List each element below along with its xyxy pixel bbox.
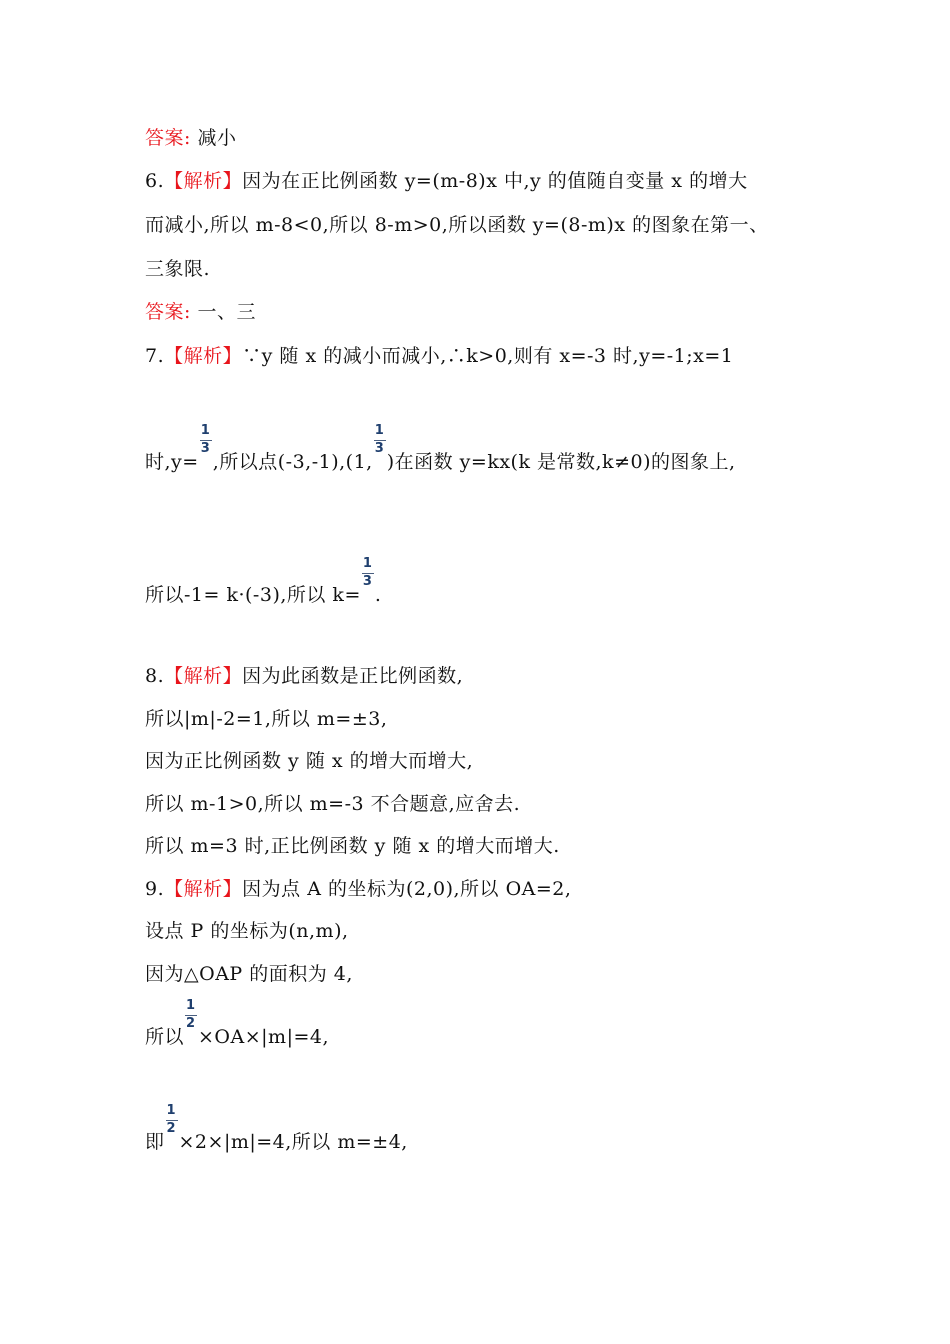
- solution-6-line-2: [145, 213, 769, 237]
- analysis-tag: 【解析】: [164, 665, 243, 687]
- analysis-tag: 【解析】: [164, 345, 243, 367]
- solution-text: 因为在正比例函数 y=(m-8)x 中,y 的值随自变量 x 的增大: [242, 170, 748, 192]
- fraction-numerator: 1: [200, 423, 211, 438]
- solution-text: .: [374, 584, 382, 606]
- solution-6-line-3: [145, 257, 210, 281]
- analysis-tag: 【解析】: [164, 170, 243, 192]
- fraction-denominator: 3: [200, 441, 211, 456]
- solution-text: 因为此函数是正比例函数,: [242, 665, 464, 687]
- solution-text: 因为点 A 的坐标为(2,0),所以 OA=2,: [242, 878, 572, 900]
- solution-text: 所以 m=3 时,正比例函数 y 随 x 的增大而增大.: [145, 835, 560, 857]
- solution-text: 所以-1= k·(-3),所以 k=: [145, 584, 361, 606]
- answer-label: 答案:: [145, 301, 191, 323]
- solution-text: ,所以点(-3,-1),(1,: [212, 451, 373, 473]
- solution-7-line-1: [145, 344, 733, 368]
- fraction-denominator: 2: [186, 1016, 196, 1031]
- solution-text: 即: [145, 1131, 165, 1153]
- solution-text: ∵y 随 x 的减小而减小,∴k>0,则有 x=-3 时,y=-1;x=1: [242, 345, 734, 367]
- solution-8-line-3: [145, 749, 473, 773]
- solution-text: 所以 m-1>0,所以 m=-3 不合题意,应舍去.: [145, 793, 521, 815]
- analysis-tag: 【解析】: [164, 878, 243, 900]
- fraction-numerator: 1: [166, 1103, 177, 1118]
- answer-5-line: [145, 126, 236, 150]
- solution-text: 设点 P 的坐标为(n,m),: [145, 920, 349, 942]
- solution-text: 因为正比例函数 y 随 x 的增大而增大,: [145, 750, 474, 772]
- question-number: 9.: [145, 878, 165, 900]
- solution-9-line-3: [145, 962, 353, 986]
- solution-9-line-1: [145, 877, 571, 901]
- solution-text: ×2×|m|=4,所以 m=±4,: [178, 1131, 408, 1153]
- fraction-one-third: [362, 556, 374, 601]
- solution-8-line-2: [145, 707, 387, 731]
- answer-label: 答案:: [145, 127, 191, 149]
- fraction-denominator: 3: [374, 441, 385, 456]
- answer-text: 减小: [190, 127, 237, 149]
- solution-text: 因为△OAP 的面积为 4,: [145, 963, 353, 985]
- solution-text: 三象限.: [145, 258, 211, 280]
- solution-text: ×OA×|m|=4,: [198, 1026, 330, 1048]
- fraction-numerator: 1: [186, 998, 196, 1013]
- fraction-one-third: [374, 423, 386, 468]
- question-number: 7.: [145, 345, 165, 367]
- answer-text: 一、三: [190, 301, 256, 323]
- solution-9-line-5: [145, 1103, 408, 1154]
- fraction-one-half: [166, 1103, 178, 1148]
- solution-9-line-4: [145, 998, 330, 1049]
- solution-6-line-1: [145, 169, 748, 193]
- answer-6-line: [145, 300, 256, 324]
- solution-7-line-2: [145, 423, 736, 474]
- solution-text: 所以|m|-2=1,所以 m=±3,: [145, 708, 388, 730]
- solution-text: 而减小,所以 m-8<0,所以 8-m>0,所以函数 y=(8-m)x 的图象在第一、: [145, 214, 769, 236]
- solution-7-line-3: [145, 556, 382, 607]
- solution-8-line-5: [145, 834, 560, 858]
- solution-text: 时,y=: [145, 451, 199, 473]
- question-number: 8.: [145, 665, 165, 687]
- question-number: 6.: [145, 170, 165, 192]
- solution-8-line-1: [145, 664, 463, 688]
- solution-text: 所以: [145, 1026, 185, 1048]
- fraction-numerator: 1: [374, 423, 385, 438]
- solution-9-line-2: [145, 919, 349, 943]
- solution-8-line-4: [145, 792, 520, 816]
- fraction-denominator: 3: [362, 574, 373, 589]
- fraction-numerator: 1: [362, 556, 373, 571]
- fraction-one-half: [185, 998, 197, 1043]
- solution-text: )在函数 y=kx(k 是常数,k≠0)的图象上,: [386, 451, 736, 473]
- fraction-denominator: 2: [166, 1121, 177, 1136]
- fraction-one-third: [200, 423, 212, 468]
